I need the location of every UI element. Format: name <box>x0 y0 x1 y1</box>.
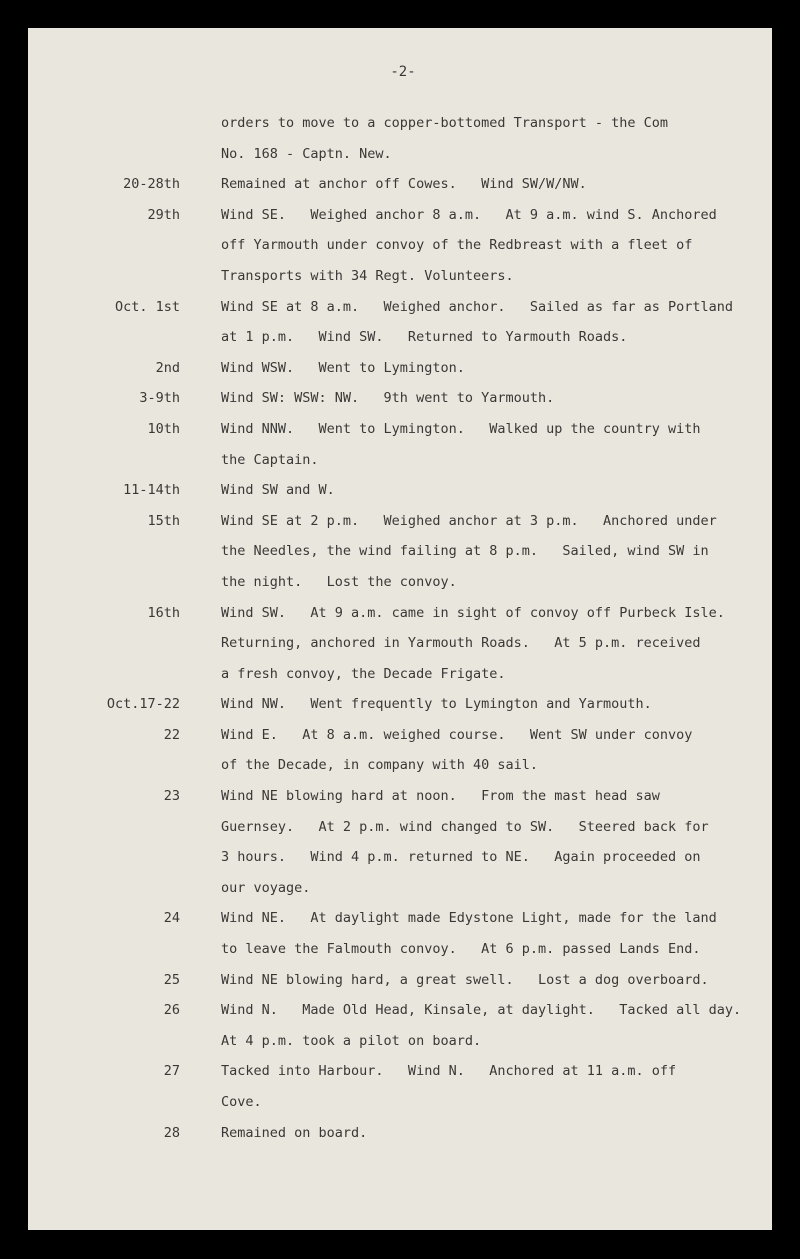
entry-line: Wind NE blowing hard at noon. From the mast head saw <box>221 788 660 805</box>
diary-entry <box>28 108 772 169</box>
entry-line: No. 168 - Captn. New. <box>221 145 392 162</box>
diary-entry <box>28 995 772 1056</box>
entry-text <box>221 903 741 964</box>
diary-entry <box>28 720 772 781</box>
entry-line: Cove. <box>221 1094 262 1110</box>
entry-line: Remained on board. <box>221 1124 368 1141</box>
entry-date: 29th <box>147 206 180 223</box>
diary-entry <box>28 169 772 200</box>
entry-text <box>221 598 741 690</box>
entry-date: 24 <box>163 910 180 927</box>
entry-line: Remained at anchor off Cowes. Wind SW/W/NW. <box>221 176 587 193</box>
entry-date: 22 <box>163 726 180 743</box>
entry-line: the Needles, the wind failing at 8 p.m. Sailed, wind SW in <box>221 543 709 560</box>
diary-entry <box>28 781 772 903</box>
entry-text <box>221 506 741 598</box>
entry-date: 28 <box>163 1124 180 1141</box>
entry-line: Returning, anchored in Yarmouth Roads. At 5 p.m. received <box>221 635 701 652</box>
diary-entry <box>28 383 772 414</box>
entry-date: 26 <box>163 1002 180 1019</box>
entry-line: At 4 p.m. took a pilot on board. <box>221 1032 482 1049</box>
entry-line: a fresh convoy, the Decade Frigate. <box>221 665 506 682</box>
entry-text <box>221 169 741 200</box>
entry-date: 16th <box>147 604 180 621</box>
diary-entry <box>28 414 772 475</box>
entry-line: our voyage. <box>221 879 311 896</box>
diary-entry <box>28 506 772 598</box>
entry-text <box>221 995 741 1056</box>
page-number: -2- <box>390 64 416 80</box>
entry-text <box>221 965 741 996</box>
diary-entries <box>28 108 772 1148</box>
document-page <box>28 28 772 1230</box>
entry-line: of the Decade, in company with 40 sail. <box>221 757 538 774</box>
entry-line: Wind SW and W. <box>221 482 335 499</box>
entry-text <box>221 108 741 169</box>
entry-text <box>221 475 741 506</box>
entry-line: off Yarmouth under convoy of the Redbreast with a fleet of <box>221 237 693 254</box>
entry-line: the Captain. <box>221 451 319 468</box>
entry-line: Tacked into Harbour. Wind N. Anchored at 11 a.m. off <box>221 1063 677 1080</box>
entry-line: the night. Lost the convoy. <box>221 573 457 590</box>
entry-line: Guernsey. At 2 p.m. wind changed to SW. Steered back for <box>221 818 709 835</box>
entry-line: Wind WSW. Went to Lymington. <box>221 359 465 376</box>
entry-date: 25 <box>163 971 180 988</box>
entry-text <box>221 292 741 353</box>
entry-line: Wind SW. At 9 a.m. came in sight of convoy off Purbeck Isle. <box>221 604 725 621</box>
entry-date: 23 <box>163 788 180 805</box>
diary-entry <box>28 689 772 720</box>
diary-entry <box>28 903 772 964</box>
entry-text <box>221 383 741 414</box>
diary-entry <box>28 1118 772 1149</box>
entry-date: 15th <box>147 512 180 529</box>
entry-date: 11-14th <box>123 482 180 499</box>
diary-entry <box>28 965 772 996</box>
entry-text <box>221 1056 741 1117</box>
entry-line: Wind SE. Weighed anchor 8 a.m. At 9 a.m. wind S. Anchored <box>221 206 717 223</box>
entry-text <box>221 414 741 475</box>
entry-line: Wind NE. At daylight made Edystone Light, made for the land <box>221 910 717 927</box>
entry-date: Oct.17-22 <box>106 696 180 713</box>
entry-text <box>221 689 741 720</box>
entry-date: 20-28th <box>123 176 180 193</box>
entry-text <box>221 200 741 292</box>
entry-line: Wind SE at 8 a.m. Weighed anchor. Sailed as far as Portland <box>221 298 734 315</box>
entry-text <box>221 720 741 781</box>
entry-line: Wind NE blowing hard, a great swell. Lost a dog overboard. <box>221 971 709 988</box>
entry-line: 3 hours. Wind 4 p.m. returned to NE. Again proceeded on <box>221 849 701 866</box>
diary-entry <box>28 353 772 384</box>
entry-line: at 1 p.m. Wind SW. Returned to Yarmouth Roads. <box>221 329 628 346</box>
entry-text <box>221 1118 741 1149</box>
entry-date: 2nd <box>155 359 180 376</box>
diary-entry <box>28 200 772 292</box>
entry-line: Wind E. At 8 a.m. weighed course. Went SW under convoy <box>221 726 693 743</box>
entry-line: to leave the Falmouth convoy. At 6 p.m. passed Lands End. <box>221 941 701 958</box>
entry-line: Transports with 34 Regt. Volunteers. <box>221 267 514 284</box>
entry-line: Wind SE at 2 p.m. Weighed anchor at 3 p.m. Anchored under <box>221 512 717 529</box>
entry-date: Oct. 1st <box>114 298 180 315</box>
entry-line: Wind N. Made Old Head, Kinsale, at daylight. Tacked all day. <box>221 1002 742 1019</box>
entry-line: Wind NW. Went frequently to Lymington and Yarmouth. <box>221 696 652 713</box>
diary-entry <box>28 292 772 353</box>
entry-date: 10th <box>147 420 180 437</box>
entry-line: orders to move to a copper-bottomed Transport - the Com <box>221 115 669 131</box>
entry-line: Wind NNW. Went to Lymington. Walked up the country with <box>221 420 701 437</box>
diary-entry <box>28 475 772 506</box>
diary-entry <box>28 1056 772 1117</box>
diary-entry <box>28 598 772 690</box>
entry-line: Wind SW: WSW: NW. 9th went to Yarmouth. <box>221 390 555 407</box>
entry-date: 3-9th <box>139 390 180 407</box>
entry-text <box>221 781 741 903</box>
entry-date: 27 <box>163 1063 180 1080</box>
entry-text <box>221 353 741 384</box>
